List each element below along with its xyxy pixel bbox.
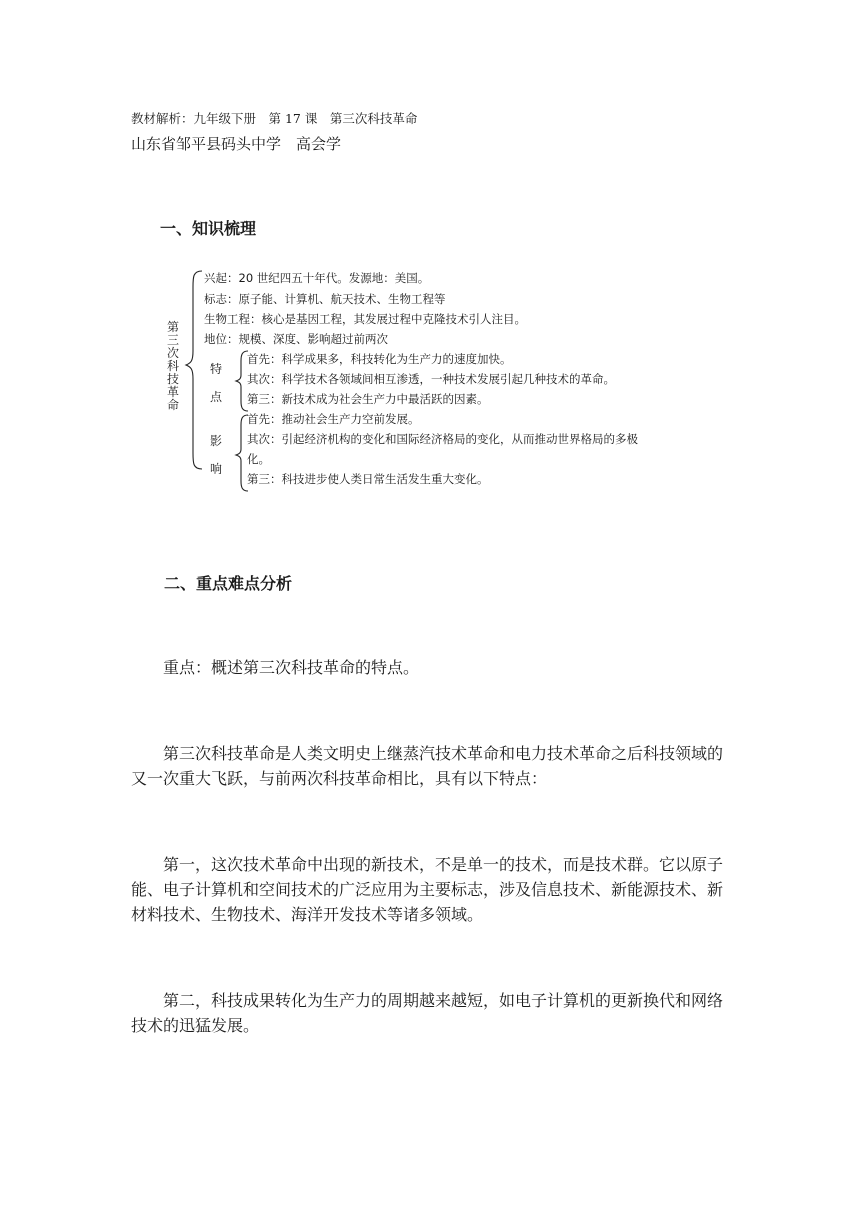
body-paragraph: 第二，科技成果转化为生产力的周期越来越短，如电子计算机的更新换代和网络技术的迅猛发展。	[131, 991, 724, 1035]
feature-item: 第三：新技术成为社会生产力中最活跃的因素。	[247, 392, 489, 406]
document-subtitle: 教材解析：九年级下册 第 17 课 第三次科技革命	[131, 111, 418, 126]
section-heading-key-points: 二、重点难点分析	[164, 574, 293, 593]
impact-item: 第三：科技进步使人类日常生活发生重大变化。	[247, 472, 489, 486]
diagram-root-char: 技	[166, 372, 180, 386]
features-label-char: 点	[209, 390, 223, 404]
diagram-root-char: 科	[166, 359, 180, 373]
impact-item: 其次：引起经济机构的变化和国际经济格局的变化，从而推动世界格局的多极	[247, 432, 638, 446]
body-paragraph: 第三次科技革命是人类文明史上继蒸汽技术革命和电力技术革命之后科技领域的又一次重大飞跃，与前两次科技革命相比，具有以下特点：	[131, 744, 724, 788]
key-point-paragraph: 重点：概述第三次科技革命的特点。	[163, 658, 420, 677]
diagram-item-origin: 兴起：20 世纪四五十年代。发源地：美国。	[204, 271, 430, 285]
diagram-root-char: 第	[166, 320, 180, 334]
feature-item: 其次：科学技术各领域间相互渗透，一种技术发展引起几种技术的革命。	[247, 372, 615, 386]
root-brace	[186, 271, 202, 469]
impact-item: 首先：推动社会生产力空前发展。	[247, 412, 420, 426]
diagram-item-markers: 标志：原子能、计算机、航天技术、生物工程等	[204, 292, 446, 306]
diagram-item-status: 地位：规模、深度、影响超过前两次	[204, 332, 388, 346]
knowledge-tree-diagram	[160, 263, 720, 498]
diagram-root-char: 革	[166, 385, 180, 399]
impacts-label-char: 响	[209, 462, 223, 476]
diagram-root-char: 次	[166, 346, 180, 360]
impacts-label-char: 影	[209, 434, 223, 448]
features-label-char: 特	[209, 362, 223, 376]
body-paragraph: 第一，这次技术革命中出现的新技术，不是单一的技术，而是技术群。它以原子能、电子计算机和空间技术的广泛应用为主要标志，涉及信息技术、新能源技术、新材料技术、生物技术、海洋开发技术等诸多领域。	[131, 855, 724, 924]
feature-item: 首先：科学成果多，科技转化为生产力的速度加快。	[247, 352, 512, 366]
impact-item-continuation: 化。	[247, 452, 270, 466]
section-heading-knowledge: 一、知识梳理	[160, 219, 257, 238]
diagram-root-char: 三	[166, 333, 180, 347]
diagram-root-char: 命	[166, 398, 180, 412]
document-author: 山东省邹平县码头中学 高会学	[131, 135, 342, 153]
diagram-item-bioengineering: 生物工程：核心是基因工程，其发展过程中克隆技术引人注目。	[204, 312, 526, 326]
